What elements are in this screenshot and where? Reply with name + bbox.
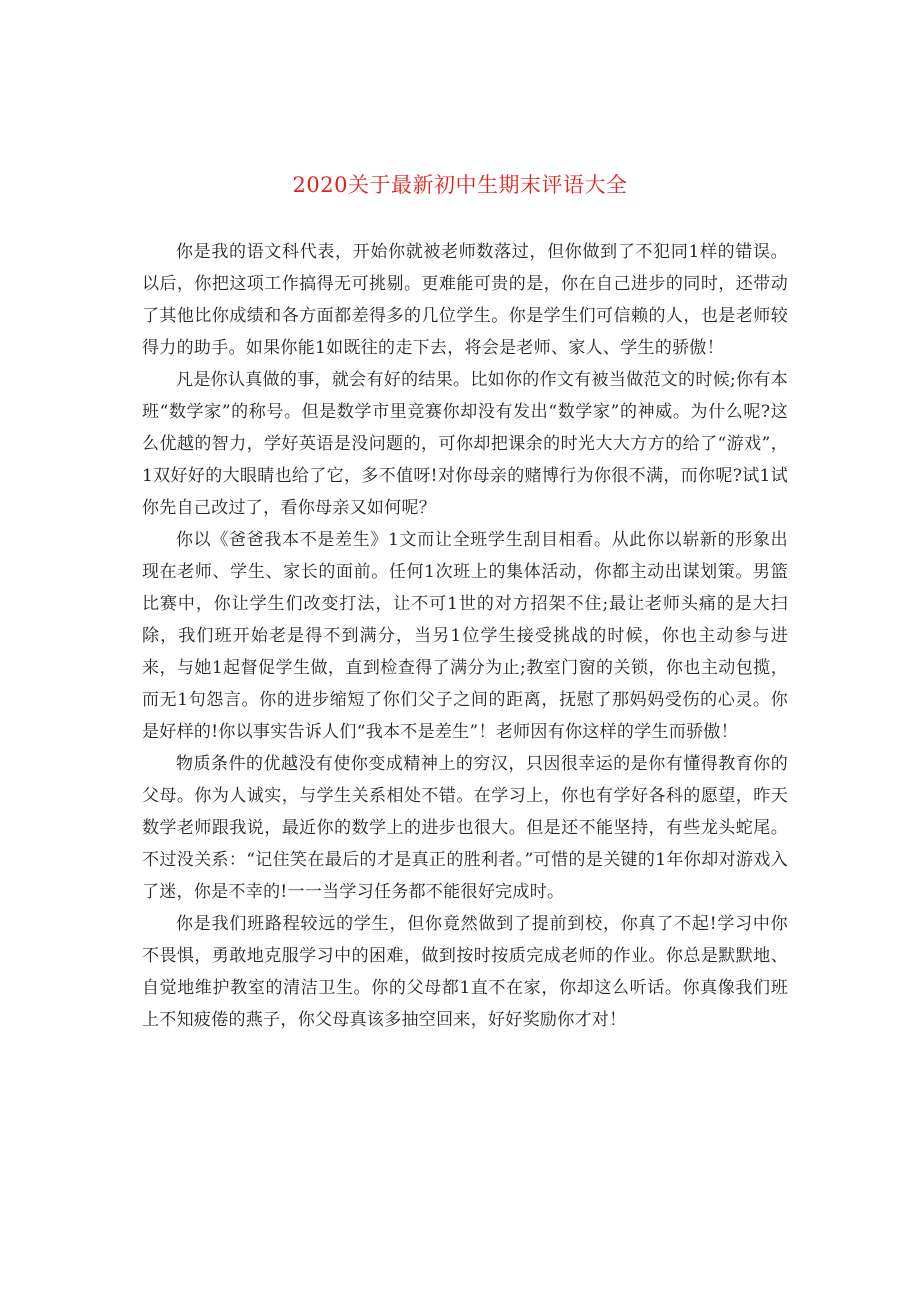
paragraph-3: 你以《爸爸我本不是差生》1文而让全班学生刮目相看。从此你以崭新的形象出现在老师、学生、家长的面前。任何1次班上的集体活动，你都主动出谋划策。男篮比赛中，你让学生们改变打法，让不可1世的对方招架不住;最让老师头痛的是大扫除，我们班开始老是得不到满分，当另1位学生接受挑战的时候，你也主动参与进来，与她1起督促学生做，直到检查得了满分为止;教室门窗的关锁，你也主动包揽，而无1句怨言。你的进步缩短了你们父子之间的距离，抚慰了那妈妈受伤的心灵。你是好样的!你以事实告诉人们“我本不是差生”！老师因有你这样的学生而骄傲！ (142, 530, 788, 742)
paragraph-1: 你是我的语文科代表，开始你就被老师数落过，但你做到了不犯同1样的错误。以后，你把这项工作搞得无可挑剔。更难能可贵的是，你在自己进步的同时，还带动了其他比你成绩和各方面都差得多的几位学生。你是学生们可信赖的人，也是老师较得力的助手。如果你能1如既往的走下去，将会是老师、家人、学生的骄傲！ (142, 242, 788, 358)
document-body (142, 236, 788, 1036)
paragraph-4: 物质条件的优越没有使你变成精神上的穷汉，只因很幸运的是你有懂得教育你的父母。你为人诚实，与学生关系相处不错。在学习上，你也有学好各科的愿望，昨天数学老师跟我说，最近你的数学上的进步也很大。但是还不能坚持，有些龙头蛇尾。不过没关系：“记住笑在最后的才是真正的胜利者。”可惜的是关键的1年你却对游戏入了迷，你是不幸的!一一当学习任务都不能很好完成时。 (142, 754, 788, 902)
paragraph-5: 你是我们班路程较远的学生，但你竟然做到了提前到校，你真了不起!学习中你不畏惧，勇敢地克服学习中的困难，做到按时按质完成老师的作业。你总是默默地、自觉地维护教室的清洁卫生。你的父母都1直不在家，你却这么听话。你真像我们班上不知疲倦的燕子，你父母真该多抽空回来，好好奖励你才对！ (142, 914, 788, 1030)
paragraph-2: 凡是你认真做的事，就会有好的结果。比如你的作文有被当做范文的时候;你有本班“数学家”的称号。但是数学市里竞赛你却没有发出“数学家”的神威。为什么呢?这么优越的智力，学好英语是没问题的，可你却把课余的时光大大方方的给了“游戏”，1双好好的大眼睛也给了它，多不值呀!对你母亲的赌博行为你很不满，而你呢?试1试你先自己改过了，看你母亲又如何呢？ (142, 370, 788, 518)
document-title: 2020关于最新初中生期末评语大全 (292, 173, 628, 197)
